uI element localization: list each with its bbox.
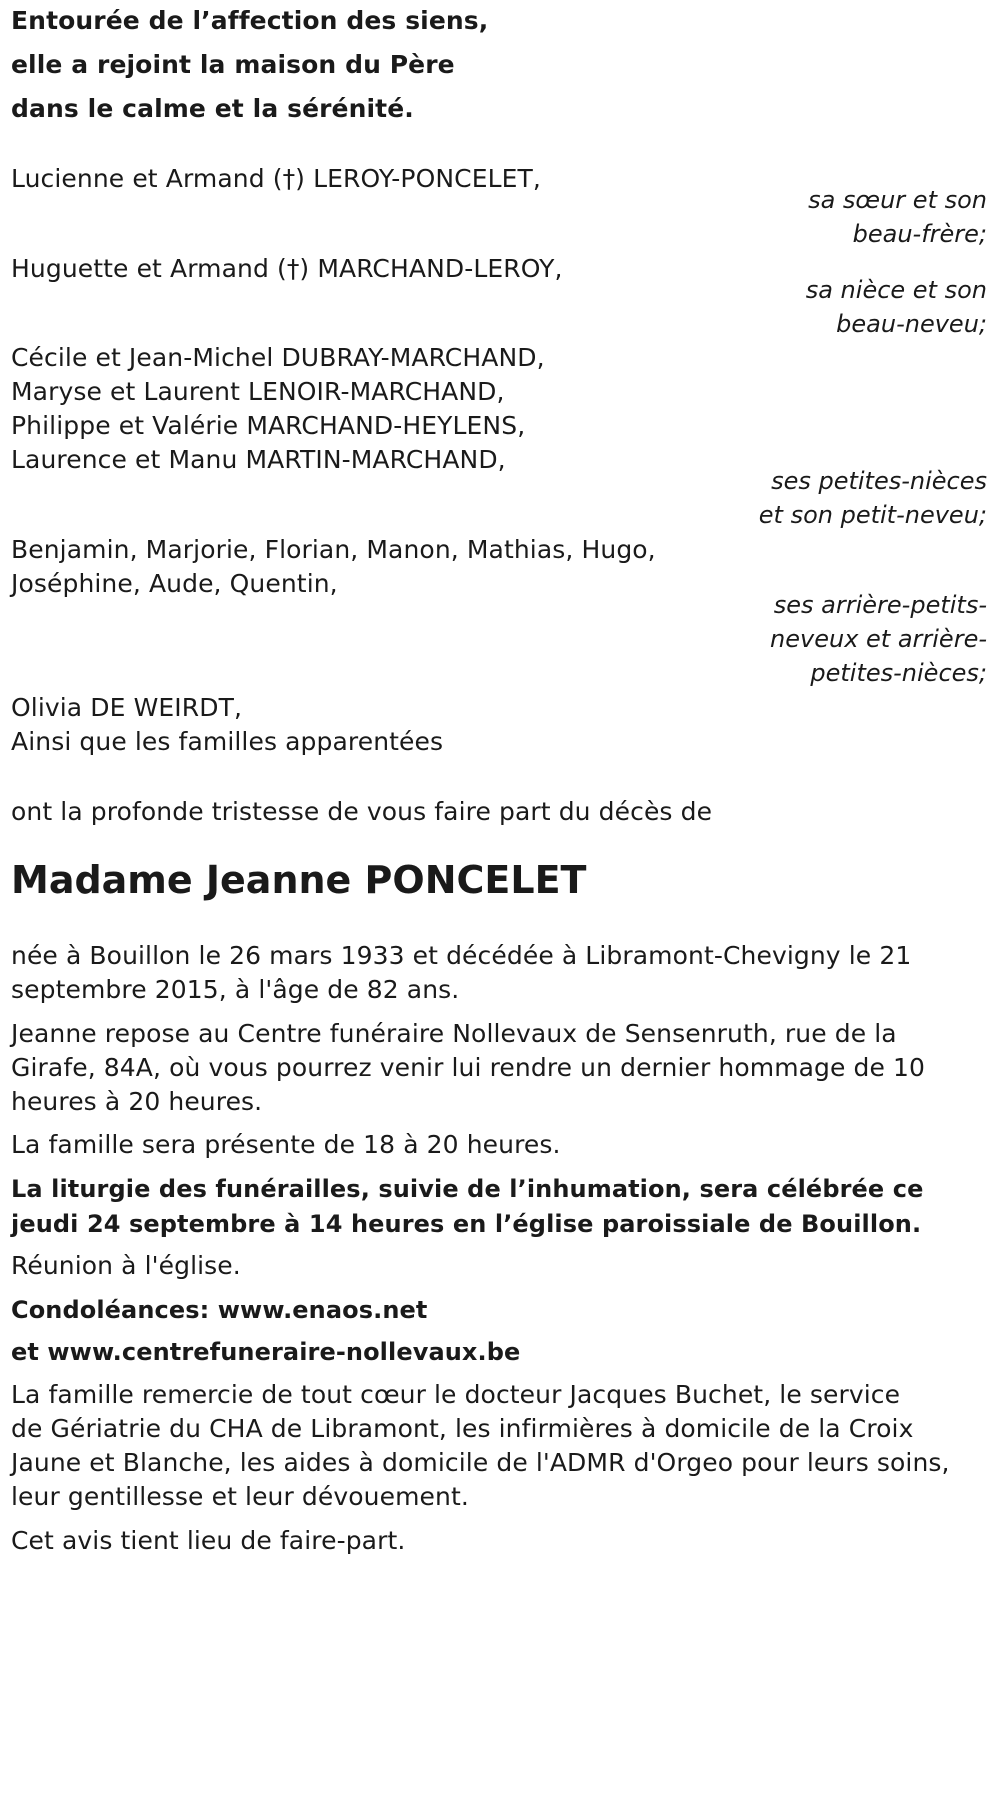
thanks-text: La famille remercie de tout cœur le docteur Jacques Buchet, le service (11, 1380, 901, 1409)
family-name: Lucienne et Armand (†) LEROY-PONCELET, (11, 164, 541, 193)
deceased-name-heading: Madame Jeanne PONCELET (11, 858, 587, 902)
condolences-link-secondary[interactable]: et www.centrefuneraire-nollevaux.be (11, 1338, 521, 1366)
birth-death-text: septembre 2015, à l'âge de 82 ans. (11, 975, 460, 1004)
family-name: Ainsi que les familles apparentées (11, 727, 444, 756)
family-presence-text: La famille sera présente de 18 à 20 heures. (11, 1130, 561, 1159)
thanks-text: Jaune et Blanche, les aides à domicile de l'ADMR d'Orgeo pour leurs soins, (11, 1448, 950, 1477)
thanks-text: de Gériatrie du CHA de Libramont, les infirmières à domicile de la Croix (11, 1414, 914, 1443)
intro-line-3: dans le calme et la sérénité. (11, 94, 414, 123)
viewing-text: heures à 20 heures. (11, 1087, 263, 1116)
family-name: Joséphine, Aude, Quentin, (11, 569, 338, 598)
intro-line-1: Entourée de l’affection des siens, (11, 6, 489, 35)
relation-label: beau-neveu; (836, 310, 987, 338)
condolences-link[interactable]: Condoléances: www.enaos.net (11, 1296, 428, 1324)
birth-death-text: née à Bouillon le 26 mars 1933 et décédée à Libramont-Chevigny le 21 (11, 941, 912, 970)
funeral-text: La liturgie des funérailles, suivie de l’inhumation, sera célébrée ce (11, 1175, 924, 1203)
family-name: Philippe et Valérie MARCHAND-HEYLENS, (11, 411, 526, 440)
closing-text: Cet avis tient lieu de faire-part. (11, 1526, 406, 1555)
viewing-text: Jeanne repose au Centre funéraire Nollevaux de Sensenruth, rue de la (11, 1019, 897, 1048)
family-name: Huguette et Armand (†) MARCHAND-LEROY, (11, 254, 563, 283)
thanks-text: leur gentillesse et leur dévouement. (11, 1482, 469, 1511)
family-name: Laurence et Manu MARTIN-MARCHAND, (11, 445, 506, 474)
meeting-text: Réunion à l'église. (11, 1251, 241, 1280)
relation-label: ses arrière-petits- (773, 591, 987, 619)
relation-label: neveux et arrière- (770, 625, 987, 653)
relation-label: beau-frère; (852, 220, 987, 248)
funeral-text: jeudi 24 septembre à 14 heures en l’église paroissiale de Bouillon. (11, 1210, 922, 1238)
relation-label: et son petit-neveu; (758, 501, 987, 529)
announcement-text: ont la profonde tristesse de vous faire part du décès de (11, 797, 713, 826)
family-name: Olivia DE WEIRDT, (11, 693, 242, 722)
relation-label: ses petites-nièces (771, 467, 987, 495)
family-name: Cécile et Jean-Michel DUBRAY-MARCHAND, (11, 343, 545, 372)
family-name: Benjamin, Marjorie, Florian, Manon, Mathias, Hugo, (11, 535, 656, 564)
relation-label: sa sœur et son (808, 186, 987, 214)
relation-label: petites-nièces; (810, 659, 987, 687)
family-name: Maryse et Laurent LENOIR-MARCHAND, (11, 377, 505, 406)
intro-line-2: elle a rejoint la maison du Père (11, 50, 455, 79)
relation-label: sa nièce et son (805, 276, 987, 304)
viewing-text: Girafe, 84A, où vous pourrez venir lui rendre un dernier hommage de 10 (11, 1053, 926, 1082)
